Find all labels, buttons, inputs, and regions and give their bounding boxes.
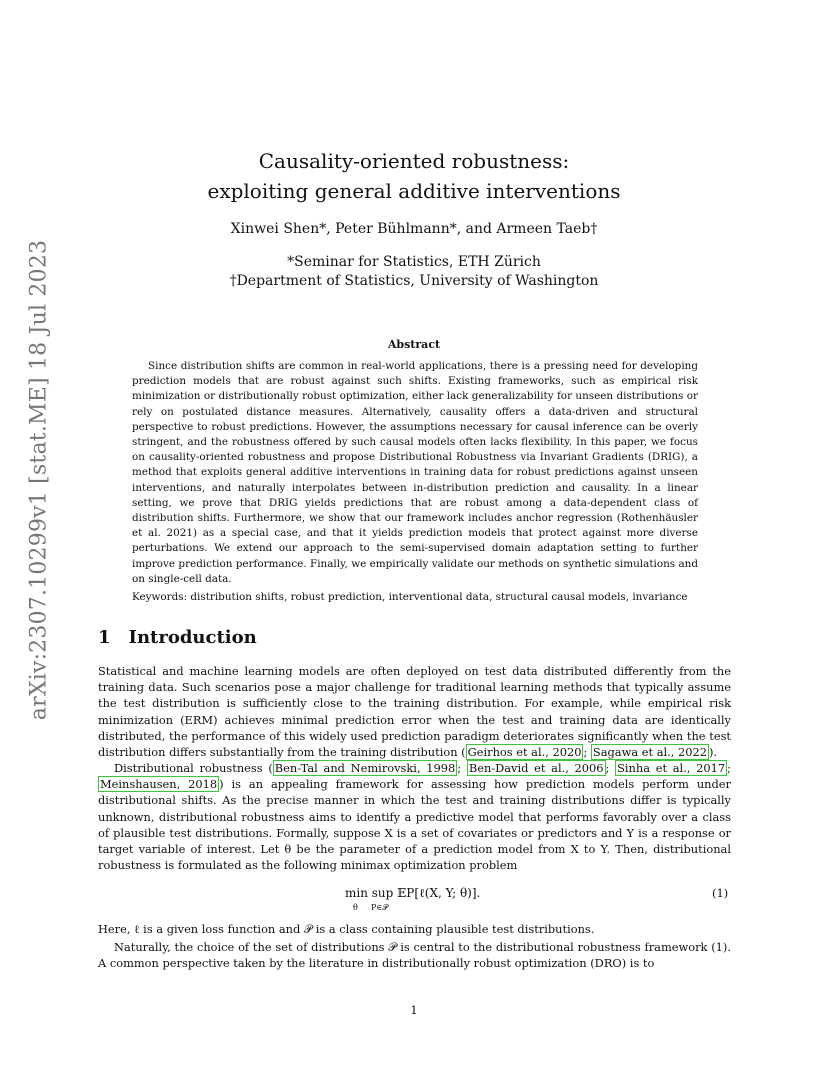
section-title: Introduction: [128, 627, 257, 648]
citation-link[interactable]: Geirhos et al., 2020: [467, 745, 582, 760]
citation-link[interactable]: Ben-David et al., 2006: [468, 761, 604, 775]
abstract-heading: Abstract: [387, 338, 441, 351]
equation-number: (1): [712, 886, 729, 900]
section-number: 1: [98, 627, 111, 648]
section-heading: [98, 627, 257, 648]
paragraph-4: Naturally, the choice of the set of distributions 𝒫 is central to the distributional robustness framework (1). A common perspective taken by the literature in distributionally robust optimization (DRO) is to: [98, 940, 731, 971]
paragraph-1: Statistical and machine learning models are often deployed on test data distributed differently from the training data. Such scenarios pose a major challenge for traditional learning methods that typically assume the test distribution is sufficiently close to the training distribution. For example, while empirical risk minimization (ERM) achieves minimal prediction error when the test and training data are identically distributed, the performance of this widely used prediction paradigm deteriorates significantly when the test distribution differs substantially from the training distribution ( Geirhos et al., 2020 ; Sagawa et al., 2022 ).: [98, 664, 731, 760]
citation-link[interactable]: Sinha et al., 2017: [617, 761, 726, 775]
paragraph-2-rest: is an appealing framework for assessing how prediction models perform under distributional shifts. As the precise manner in which the test and training distributions differ is typically unknown, distributional robustness aims to identify a predictive model that performs favorably over a class of plausible test distributions. Formally, suppose X is a set of covariates or predictors and Y is a response or target variable of interest. Let θ be the parameter of a prediction model from X to Y. Then, distributional robustness is formulated as the following minimax optimization problem: [98, 777, 731, 873]
paper-title-line-2: exploiting general additive interventions: [207, 179, 621, 203]
equation-1: [345, 886, 481, 912]
keywords: Keywords: distribution shifts, robust prediction, interventional data, structural causal models, invariance: [132, 591, 688, 603]
equation-sub-min: θ: [353, 903, 358, 912]
abstract-text: Since distribution shifts are common in real-world applications, there is a pressing need for developing prediction models that are robust against such shifts. Existing frameworks, such as empirical risk minimization or distributionally robust optimization, either lack generalizability for unseen distributions or rely on postulated distance measures. Alternatively, causality offers a data-driven and structural perspective to robust predictions. However, the assumptions necessary for causal inference can be overly stringent, and the robustness offered by such causal models often lacks flexibility. In this paper, we focus on causality-oriented robustness and propose Distributional Robustness via Invariant Gradients (DRIG), a method that exploits general additive interventions in training data for robust predictions against unseen interventions, and naturally interpolates between in-distribution prediction and causality. In a linear setting, we prove that DRIG yields predictions that are robust among a data-dependent class of distribution shifts. Furthermore, we show that our framework includes anchor regression (Rothenhäusler et al. 2021) as a special case, and that it yields prediction models that protect against more diverse perturbations. We extend our approach to the semi-supervised domain adaptation setting to further improve prediction performance. Finally, we empirically validate our methods on synthetic simulations and on single-cell data.: [132, 360, 698, 585]
arxiv-id[interactable]: arXiv:2307.10299v1 [stat.ME] 18 Jul 2023: [26, 239, 52, 721]
paper-title-line-1: Causality-oriented robustness:: [258, 149, 570, 173]
equation-sub-sup: P∈𝒫: [371, 903, 389, 912]
paragraph-2-start: Distributional robustness: [114, 761, 263, 775]
citation-link[interactable]: Sagawa et al., 2022: [592, 745, 707, 760]
equation-text: min sup 𝔼P[ℓ(X, Y; θ)].: [345, 886, 481, 900]
affiliation-uw: †Department of Statistics, University of Washington: [229, 273, 599, 289]
citation-link[interactable]: Ben-Tal and Nemirovski, 1998: [274, 761, 456, 775]
page-number: 1: [410, 1003, 418, 1017]
paragraph-1-text: Statistical and machine learning models are often deployed on test data distributed differently from the training data. Such scenarios pose a major challenge for traditional learning methods that typically assume the test distribution is sufficiently close to the training distribution. For example, while empirical risk minimization (ERM) achieves minimal prediction error when the test and training data are identically distributed, the performance of this widely used prediction paradigm deteriorates significantly when the test distribution differs substantially from the training distribution: [98, 664, 731, 760]
author-list: Xinwei Shen*, Peter Bühlmann*, and Armeen Taeb†: [230, 221, 598, 237]
paragraph-3: Here, ℓ is a given loss function and 𝒫 is a class containing plausible test distributions.: [98, 922, 595, 936]
affiliation-eth: *Seminar for Statistics, ETH Zürich: [287, 254, 541, 270]
paragraph-2: Distributional robustness ( Ben-Tal and Nemirovski, 1998 ; Ben-David et al., 2006 ; Sinha et al., 2017 ; Meinshausen, 2018 ) is an appealing framework for assessing how prediction models perform under distributional shifts. As the precise manner in which the test and training distributions differ is typically unknown, distributional robustness aims to identify a predictive model that performs favorably over a class of plausible test distributions. Formally, suppose X is a set of covariates or predictors and Y is a response or target variable of interest. Let θ be the parameter of a prediction model from X to Y. Then, distributional robustness is formulated as the following minimax optimization problem: [98, 761, 731, 873]
citation-link[interactable]: Meinshausen, 2018: [100, 777, 218, 792]
